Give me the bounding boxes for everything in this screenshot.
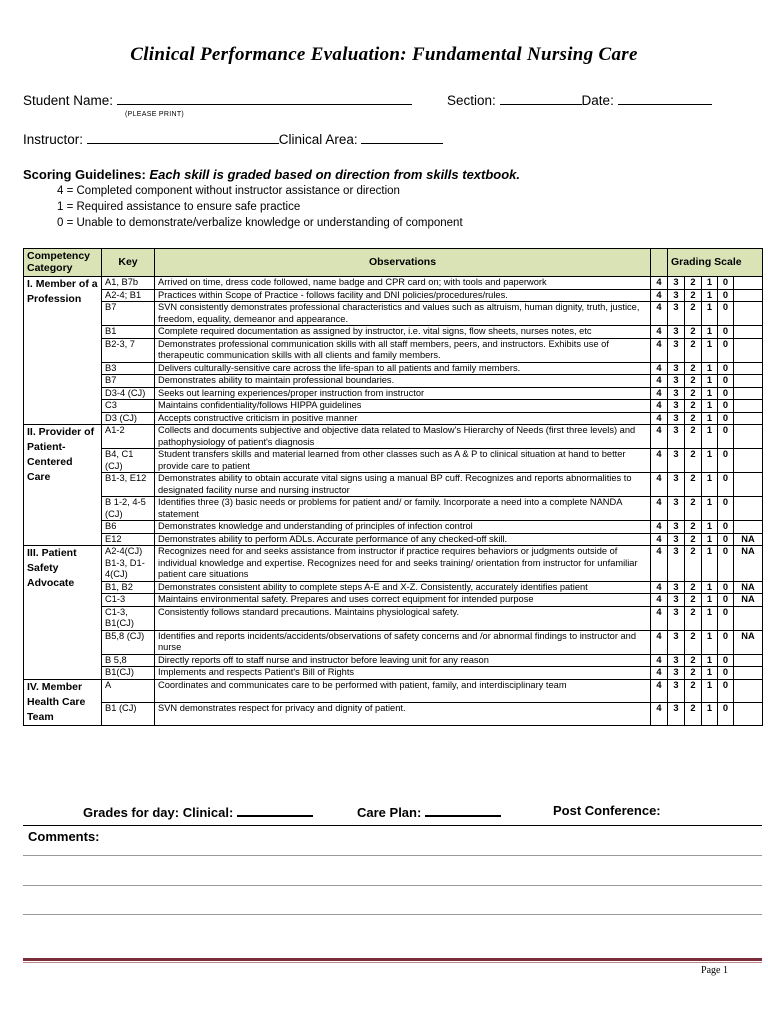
- key-cell: B7: [102, 375, 155, 388]
- grade-0-option[interactable]: 0: [718, 400, 734, 413]
- table-row: [24, 667, 763, 680]
- footer-rule-thin: [23, 962, 762, 963]
- grade-3-option[interactable]: 3: [668, 521, 685, 534]
- table-row: [24, 277, 763, 290]
- grade-1-option[interactable]: 1: [702, 667, 718, 680]
- grade-3-option[interactable]: 3: [668, 630, 685, 654]
- grade-2-option[interactable]: 2: [685, 375, 702, 388]
- student-name-field[interactable]: [117, 91, 412, 105]
- grade-4-option[interactable]: 4: [651, 400, 668, 413]
- grade-4-option[interactable]: 4: [651, 338, 668, 362]
- grade-3-option[interactable]: 3: [668, 387, 685, 400]
- na-option: [734, 412, 763, 425]
- grade-2-option[interactable]: 2: [685, 449, 702, 473]
- grade-3-option[interactable]: 3: [668, 702, 685, 725]
- grade-0-option[interactable]: 0: [718, 473, 734, 497]
- grade-2-option[interactable]: 2: [685, 473, 702, 497]
- key-cell: A1-2: [102, 425, 155, 449]
- na-option[interactable]: NA: [734, 546, 763, 582]
- grade-3-option[interactable]: 3: [668, 449, 685, 473]
- grade-3-option[interactable]: 3: [668, 533, 685, 546]
- comment-line[interactable]: [23, 914, 762, 915]
- grades-for-day: [83, 803, 313, 820]
- grade-2-option[interactable]: 2: [685, 412, 702, 425]
- table-row: [24, 473, 763, 497]
- grade-4-option[interactable]: 4: [651, 302, 668, 326]
- section-label: Section:: [447, 93, 496, 108]
- grade-0-option[interactable]: 0: [718, 533, 734, 546]
- evaluation-table: [23, 248, 763, 726]
- grade-2-option[interactable]: 2: [685, 277, 702, 290]
- header-category: Competency Category: [24, 249, 102, 277]
- grade-2-option[interactable]: 2: [685, 581, 702, 594]
- care-plan-field[interactable]: [425, 803, 501, 817]
- competency-category: IV. Member Health Care Team: [24, 679, 102, 725]
- observation-cell: Maintains confidentiality/follows HIPPA guidelines: [155, 400, 651, 413]
- clinical-grade-label: Clinical:: [182, 805, 234, 820]
- table-body: [24, 277, 763, 726]
- grade-1-option[interactable]: 1: [702, 449, 718, 473]
- na-option: [734, 521, 763, 534]
- grade-1-option[interactable]: 1: [702, 387, 718, 400]
- grade-1-option[interactable]: 1: [702, 654, 718, 667]
- na-option: [734, 326, 763, 339]
- key-cell: B1, B2: [102, 581, 155, 594]
- grade-1-option[interactable]: 1: [702, 606, 718, 630]
- observation-cell: Accepts constructive criticism in positive manner: [155, 412, 651, 425]
- na-option: [734, 702, 763, 725]
- observation-cell: SVN demonstrates respect for privacy and dignity of patient.: [155, 702, 651, 725]
- page-title: Clinical Performance Evaluation: Fundamental Nursing Care: [130, 44, 638, 65]
- na-option[interactable]: NA: [734, 533, 763, 546]
- instructor-row: [23, 130, 443, 147]
- grade-4-option[interactable]: 4: [651, 702, 668, 725]
- grade-0-option[interactable]: 0: [718, 667, 734, 680]
- grade-1-option[interactable]: 1: [702, 521, 718, 534]
- observation-cell: Demonstrates knowledge and understanding of principles of infection control: [155, 521, 651, 534]
- grade-0-option[interactable]: 0: [718, 375, 734, 388]
- key-cell: B1: [102, 326, 155, 339]
- table-row: [24, 302, 763, 326]
- post-conference-grade: [553, 803, 661, 818]
- key-cell: B1-3, E12: [102, 473, 155, 497]
- scoring-guidelines-label: Scoring Guidelines:: [23, 167, 146, 182]
- grade-0-option[interactable]: 0: [718, 277, 734, 290]
- grade-4-option[interactable]: 4: [651, 654, 668, 667]
- na-option: [734, 375, 763, 388]
- grade-2-option[interactable]: 2: [685, 667, 702, 680]
- table-row: [24, 289, 763, 302]
- care-plan-label: Care Plan:: [357, 805, 422, 820]
- grade-3-option[interactable]: 3: [668, 400, 685, 413]
- grade-4-option[interactable]: 4: [651, 375, 668, 388]
- comment-line[interactable]: [23, 885, 762, 886]
- na-option: [734, 277, 763, 290]
- grade-2-option[interactable]: 2: [685, 654, 702, 667]
- grade-3-option[interactable]: 3: [668, 497, 685, 521]
- key-cell: B 5,8: [102, 654, 155, 667]
- grade-3-option[interactable]: 3: [668, 425, 685, 449]
- grade-2-option[interactable]: 2: [685, 362, 702, 375]
- grade-4-option[interactable]: 4: [651, 387, 668, 400]
- na-option[interactable]: NA: [734, 630, 763, 654]
- guideline-item: 4 = Completed component without instructor assistance or direction: [57, 185, 400, 197]
- grade-1-option[interactable]: 1: [702, 302, 718, 326]
- grade-2-option[interactable]: 2: [685, 630, 702, 654]
- clinical-grade-field[interactable]: [237, 803, 313, 817]
- grade-4-option[interactable]: 4: [651, 425, 668, 449]
- grade-2-option[interactable]: 2: [685, 289, 702, 302]
- grade-2-option[interactable]: 2: [685, 521, 702, 534]
- table-row: [24, 546, 763, 582]
- grade-4-option[interactable]: 4: [651, 594, 668, 607]
- grade-0-option[interactable]: 0: [718, 546, 734, 582]
- grade-4-option[interactable]: 4: [651, 473, 668, 497]
- table-row: [24, 387, 763, 400]
- table-row: [24, 594, 763, 607]
- grade-0-option[interactable]: 0: [718, 606, 734, 630]
- observation-cell: Directly reports off to staff nurse and instructor before leaving unit for any reason: [155, 654, 651, 667]
- grade-1-option[interactable]: 1: [702, 277, 718, 290]
- key-cell: B7: [102, 302, 155, 326]
- observation-cell: Delivers culturally-sensitive care across the life-span to all patients and family members.: [155, 362, 651, 375]
- table-row: [24, 630, 763, 654]
- table-row: [24, 497, 763, 521]
- table-row: [24, 400, 763, 413]
- grade-0-option[interactable]: 0: [718, 289, 734, 302]
- key-cell: B4, C1 (CJ): [102, 449, 155, 473]
- observation-cell: Student transfers skills and material learned from other classes such as A & P to clinical situation at hand to better provide care to patient: [155, 449, 651, 473]
- grade-2-option[interactable]: 2: [685, 679, 702, 702]
- key-cell: D3-4 (CJ): [102, 387, 155, 400]
- grade-3-option[interactable]: 3: [668, 277, 685, 290]
- grade-0-option[interactable]: 0: [718, 302, 734, 326]
- table-row: [24, 533, 763, 546]
- header-blank: [651, 249, 668, 277]
- na-option: [734, 679, 763, 702]
- key-cell: C1-3, B1(CJ): [102, 606, 155, 630]
- observation-cell: Demonstrates professional communication skills with all staff members, peers, and instructors. Exhibits use of therapeutic communication skills with all clients and family members.: [155, 338, 651, 362]
- table-row: [24, 702, 763, 725]
- grade-3-option[interactable]: 3: [668, 289, 685, 302]
- grade-4-option[interactable]: 4: [651, 326, 668, 339]
- grade-2-option[interactable]: 2: [685, 326, 702, 339]
- table-row: [24, 412, 763, 425]
- na-option: [734, 425, 763, 449]
- table-row: [24, 375, 763, 388]
- competency-category: II. Provider of Patient-Centered Care: [24, 425, 102, 546]
- grade-0-option[interactable]: 0: [718, 497, 734, 521]
- divider: [23, 825, 762, 826]
- grade-1-option[interactable]: 1: [702, 289, 718, 302]
- grade-1-option[interactable]: 1: [702, 630, 718, 654]
- grade-4-option[interactable]: 4: [651, 667, 668, 680]
- na-option: [734, 667, 763, 680]
- grade-0-option[interactable]: 0: [718, 594, 734, 607]
- observation-cell: Maintains environmental safety. Prepares and uses correct equipment for intended purpose: [155, 594, 651, 607]
- na-option: [734, 497, 763, 521]
- header-observations: Observations: [155, 249, 651, 277]
- grade-1-option[interactable]: 1: [702, 581, 718, 594]
- grade-1-option[interactable]: 1: [702, 326, 718, 339]
- grade-3-option[interactable]: 3: [668, 679, 685, 702]
- grade-1-option[interactable]: 1: [702, 473, 718, 497]
- grade-2-option[interactable]: 2: [685, 400, 702, 413]
- na-option[interactable]: NA: [734, 594, 763, 607]
- grade-2-option[interactable]: 2: [685, 302, 702, 326]
- grade-0-option[interactable]: 0: [718, 412, 734, 425]
- na-option: [734, 289, 763, 302]
- table-row: [24, 581, 763, 594]
- grade-0-option[interactable]: 0: [718, 387, 734, 400]
- section-row: [447, 91, 712, 108]
- grade-3-option[interactable]: 3: [668, 546, 685, 582]
- na-option: [734, 362, 763, 375]
- key-cell: B1(CJ): [102, 667, 155, 680]
- grade-3-option[interactable]: 3: [668, 473, 685, 497]
- na-option: [734, 654, 763, 667]
- observation-cell: Arrived on time, dress code followed, name badge and CPR card on; with tools and paperwork: [155, 277, 651, 290]
- grade-2-option[interactable]: 2: [685, 497, 702, 521]
- observation-cell: Demonstrates ability to maintain professional boundaries.: [155, 375, 651, 388]
- key-cell: C3: [102, 400, 155, 413]
- instructor-label: Instructor:: [23, 132, 84, 147]
- grade-0-option[interactable]: 0: [718, 654, 734, 667]
- page-number: Page 1: [701, 965, 728, 976]
- grade-4-option[interactable]: 4: [651, 581, 668, 594]
- grade-2-option[interactable]: 2: [685, 546, 702, 582]
- grade-0-option[interactable]: 0: [718, 362, 734, 375]
- please-print-note: (PLEASE PRINT): [125, 111, 185, 118]
- grades-label: Grades for day:: [83, 805, 180, 820]
- header-key: Key: [102, 249, 155, 277]
- student-name-row: [23, 91, 412, 108]
- grade-4-option[interactable]: 4: [651, 362, 668, 375]
- na-option: [734, 302, 763, 326]
- observation-cell: Seeks out learning experiences/proper instruction from instructor: [155, 387, 651, 400]
- grade-4-option[interactable]: 4: [651, 277, 668, 290]
- table-row: [24, 326, 763, 339]
- grade-4-option[interactable]: 4: [651, 289, 668, 302]
- scoring-guidelines-note: Each skill is graded based on direction from skills textbook.: [149, 167, 521, 182]
- grade-3-option[interactable]: 3: [668, 326, 685, 339]
- care-plan-grade: [357, 803, 501, 820]
- key-cell: A2-4(CJ) B1-3, D1-4(CJ): [102, 546, 155, 582]
- clinical-area-field[interactable]: [361, 130, 443, 144]
- key-cell: C1-3: [102, 594, 155, 607]
- grade-2-option[interactable]: 2: [685, 594, 702, 607]
- key-cell: B5,8 (CJ): [102, 630, 155, 654]
- grade-1-option[interactable]: 1: [702, 679, 718, 702]
- table-row: [24, 425, 763, 449]
- observation-cell: Identifies and reports incidents/accidents/observations of safety concerns and /or abnormal findings to instructor and nurse: [155, 630, 651, 654]
- key-cell: B6: [102, 521, 155, 534]
- student-name-label: Student Name:: [23, 93, 114, 108]
- grade-3-option[interactable]: 3: [668, 302, 685, 326]
- grade-4-option[interactable]: 4: [651, 630, 668, 654]
- competency-category: I. Member of a Profession: [24, 277, 102, 425]
- scoring-guidelines-heading: [23, 167, 520, 182]
- grade-4-option[interactable]: 4: [651, 412, 668, 425]
- grade-1-option[interactable]: 1: [702, 533, 718, 546]
- na-option: [734, 338, 763, 362]
- grade-1-option[interactable]: 1: [702, 546, 718, 582]
- grade-3-option[interactable]: 3: [668, 581, 685, 594]
- key-cell: A1, B7b: [102, 277, 155, 290]
- key-cell: B1 (CJ): [102, 702, 155, 725]
- observation-cell: Coordinates and communicates care to be performed with patient, family, and interdisciplinary team: [155, 679, 651, 702]
- date-field[interactable]: [618, 91, 712, 105]
- grade-3-option[interactable]: 3: [668, 667, 685, 680]
- clinical-area-label: Clinical Area:: [278, 132, 358, 147]
- table-row: [24, 362, 763, 375]
- key-cell: D3 (CJ): [102, 412, 155, 425]
- observation-cell: Collects and documents subjective and objective data related to Maslow's Hierarchy of Needs (first three levels) and pathophysiology of patient's diagnosis: [155, 425, 651, 449]
- observation-cell: Demonstrates ability to obtain accurate vital signs using a manual BP cuff. Recognizes and reports abnormalities to designated facility nurse and nursing instructor: [155, 473, 651, 497]
- na-option: [734, 387, 763, 400]
- grade-2-option[interactable]: 2: [685, 702, 702, 725]
- na-option[interactable]: NA: [734, 581, 763, 594]
- table-row: [24, 449, 763, 473]
- grade-2-option[interactable]: 2: [685, 338, 702, 362]
- grade-0-option[interactable]: 0: [718, 326, 734, 339]
- grade-0-option[interactable]: 0: [718, 449, 734, 473]
- grade-4-option[interactable]: 4: [651, 546, 668, 582]
- footer-rule: [23, 958, 762, 961]
- grade-0-option[interactable]: 0: [718, 338, 734, 362]
- grade-1-option[interactable]: 1: [702, 594, 718, 607]
- grade-0-option[interactable]: 0: [718, 630, 734, 654]
- grade-4-option[interactable]: 4: [651, 497, 668, 521]
- competency-category: III. Patient Safety Advocate: [24, 546, 102, 680]
- na-option: [734, 606, 763, 630]
- comments-label: Comments:: [28, 829, 100, 844]
- table-header-row: [24, 249, 763, 277]
- na-option: [734, 449, 763, 473]
- key-cell: A2-4; B1: [102, 289, 155, 302]
- grade-0-option[interactable]: 0: [718, 679, 734, 702]
- grade-2-option[interactable]: 2: [685, 425, 702, 449]
- key-cell: B2-3, 7: [102, 338, 155, 362]
- grade-3-option[interactable]: 3: [668, 606, 685, 630]
- grade-1-option[interactable]: 1: [702, 338, 718, 362]
- observation-cell: Demonstrates consistent ability to complete steps A-E and X-Z. Consistently, accurately identifies patient: [155, 581, 651, 594]
- grade-2-option[interactable]: 2: [685, 387, 702, 400]
- observation-cell: Practices within Scope of Practice - follows facility and DNI policies/procedures/rules.: [155, 289, 651, 302]
- grade-1-option[interactable]: 1: [702, 702, 718, 725]
- guideline-item: 1 = Required assistance to ensure safe practice: [57, 201, 301, 213]
- key-cell: B3: [102, 362, 155, 375]
- section-field[interactable]: [500, 91, 582, 105]
- table-row: [24, 654, 763, 667]
- date-label: Date:: [581, 93, 614, 108]
- key-cell: E12: [102, 533, 155, 546]
- observation-cell: SVN consistently demonstrates professional characteristics and values such as altruism, human dignity, truth, justice, freedom, equality, demeanor and appearance.: [155, 302, 651, 326]
- key-cell: A: [102, 679, 155, 702]
- grade-4-option[interactable]: 4: [651, 449, 668, 473]
- observation-cell: Identifies three (3) basic needs or problems for patient and/ or family. Incorporate a need into a complete NANDA statement: [155, 497, 651, 521]
- grade-0-option[interactable]: 0: [718, 521, 734, 534]
- guideline-item: 0 = Unable to demonstrate/verbalize knowledge or understanding of component: [57, 217, 463, 229]
- grade-1-option[interactable]: 1: [702, 375, 718, 388]
- grade-1-option[interactable]: 1: [702, 362, 718, 375]
- grade-3-option[interactable]: 3: [668, 654, 685, 667]
- grade-4-option[interactable]: 4: [651, 606, 668, 630]
- grade-0-option[interactable]: 0: [718, 425, 734, 449]
- na-option: [734, 473, 763, 497]
- grade-3-option[interactable]: 3: [668, 338, 685, 362]
- grade-4-option[interactable]: 4: [651, 679, 668, 702]
- table-row: [24, 521, 763, 534]
- instructor-field[interactable]: [87, 130, 279, 144]
- key-cell: B 1-2, 4-5 (CJ): [102, 497, 155, 521]
- grade-3-option[interactable]: 3: [668, 594, 685, 607]
- observation-cell: Consistently follows standard precautions. Maintains physiological safety.: [155, 606, 651, 630]
- na-option: [734, 400, 763, 413]
- grade-0-option[interactable]: 0: [718, 702, 734, 725]
- table-row: [24, 679, 763, 702]
- grade-1-option[interactable]: 1: [702, 497, 718, 521]
- table-row: [24, 606, 763, 630]
- grade-1-option[interactable]: 1: [702, 400, 718, 413]
- observation-cell: Implements and respects Patient's Bill of Rights: [155, 667, 651, 680]
- grade-2-option[interactable]: 2: [685, 606, 702, 630]
- grade-3-option[interactable]: 3: [668, 362, 685, 375]
- grade-2-option[interactable]: 2: [685, 533, 702, 546]
- grade-4-option[interactable]: 4: [651, 533, 668, 546]
- post-conference-label: Post Conference:: [553, 803, 661, 818]
- grade-3-option[interactable]: 3: [668, 412, 685, 425]
- header-grading-scale: Grading Scale: [668, 249, 763, 277]
- grade-1-option[interactable]: 1: [702, 425, 718, 449]
- grade-0-option[interactable]: 0: [718, 581, 734, 594]
- observation-cell: Recognizes need for and seeks assistance from instructor if practice requires behaviors or judgments outside of individual knowledge and expertise. Recognizes need for and seeks training/ orientation from instructor for unfamiliar patient care situations: [155, 546, 651, 582]
- grade-1-option[interactable]: 1: [702, 412, 718, 425]
- grade-4-option[interactable]: 4: [651, 521, 668, 534]
- observation-cell: Demonstrates ability to perform ADLs. Accurate performance of any checked-off skill.: [155, 533, 651, 546]
- observation-cell: Complete required documentation as assigned by instructor, i.e. vital signs, flow sheets, nurses notes, etc: [155, 326, 651, 339]
- table-row: [24, 338, 763, 362]
- comment-line[interactable]: [23, 855, 762, 856]
- grade-3-option[interactable]: 3: [668, 375, 685, 388]
